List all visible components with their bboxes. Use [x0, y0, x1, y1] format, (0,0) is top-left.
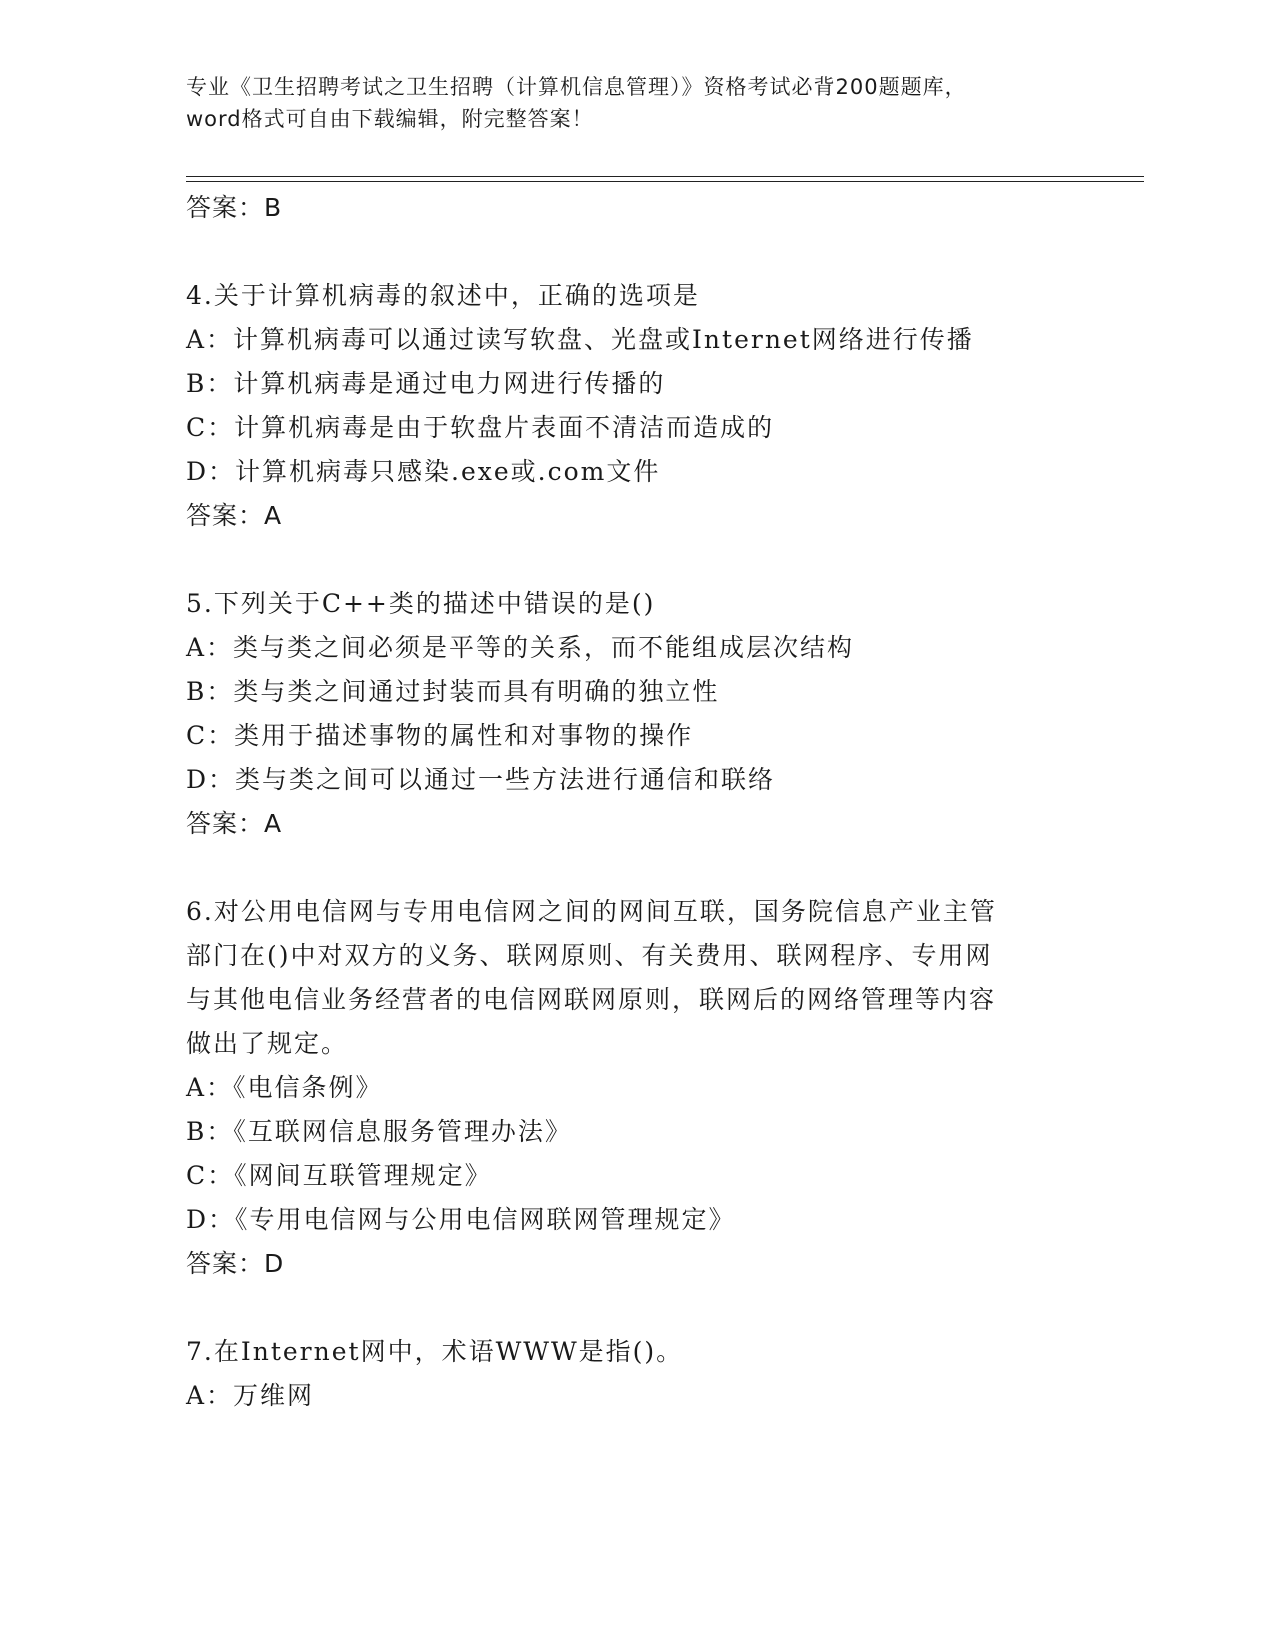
question-4-option-a: A：计算机病毒可以通过读写软盘、光盘或Internet网络进行传播 — [186, 325, 974, 354]
question-6-option-d: D：《专用电信网与公用电信网联网管理规定》 — [186, 1205, 736, 1234]
question-7-option-a: A：万维网 — [186, 1381, 315, 1410]
question-6-option-a: A：《电信条例》 — [186, 1073, 383, 1102]
question-7-text: 7.在Internet网中，术语WWW是指()。 — [186, 1337, 684, 1366]
question-6-text-line-1: 6.对公用电信网与专用电信网之间的网间互联，国务院信息产业主管 — [186, 897, 997, 926]
question-6-text-line-3: 与其他电信业务经营者的电信网联网原则，联网后的网络管理等内容 — [186, 985, 997, 1014]
question-6-option-c: C：《网间互联管理规定》 — [186, 1161, 492, 1190]
question-5-text: 5.下列关于C++类的描述中错误的是() — [186, 589, 656, 618]
question-6-option-b: B：《互联网信息服务管理办法》 — [186, 1117, 572, 1146]
question-5-option-c: C：类用于描述事物的属性和对事物的操作 — [186, 721, 694, 750]
document-header-line-1: 专业《卫生招聘考试之卫生招聘（计算机信息管理）》资格考试必背200题题库， — [186, 75, 967, 99]
header-divider-top — [186, 176, 1144, 177]
question-5-option-d: D：类与类之间可以通过一些方法进行通信和联络 — [186, 765, 776, 794]
question-5-option-b: B：类与类之间通过封装而具有明确的独立性 — [186, 677, 720, 706]
answer-q5: 答案：A — [186, 809, 283, 838]
question-5-option-a: A：类与类之间必须是平等的关系，而不能组成层次结构 — [186, 633, 855, 662]
question-6-text-line-2: 部门在()中对双方的义务、联网原则、有关费用、联网程序、专用网 — [186, 941, 993, 970]
question-4-option-d: D：计算机病毒只感染.exe或.com文件 — [186, 457, 661, 486]
answer-q3: 答案：B — [186, 193, 283, 222]
document-header-line-2: word格式可自由下载编辑，附完整答案！ — [186, 107, 594, 131]
answer-q6: 答案：D — [186, 1249, 285, 1278]
question-4-text: 4.关于计算机病毒的叙述中，正确的选项是 — [186, 281, 700, 310]
question-6-text-line-4: 做出了规定。 — [186, 1029, 349, 1058]
answer-q4: 答案：A — [186, 501, 283, 530]
question-4-option-c: C：计算机病毒是由于软盘片表面不清洁而造成的 — [186, 413, 775, 442]
header-divider-bottom — [186, 181, 1144, 182]
question-4-option-b: B：计算机病毒是通过电力网进行传播的 — [186, 369, 666, 398]
